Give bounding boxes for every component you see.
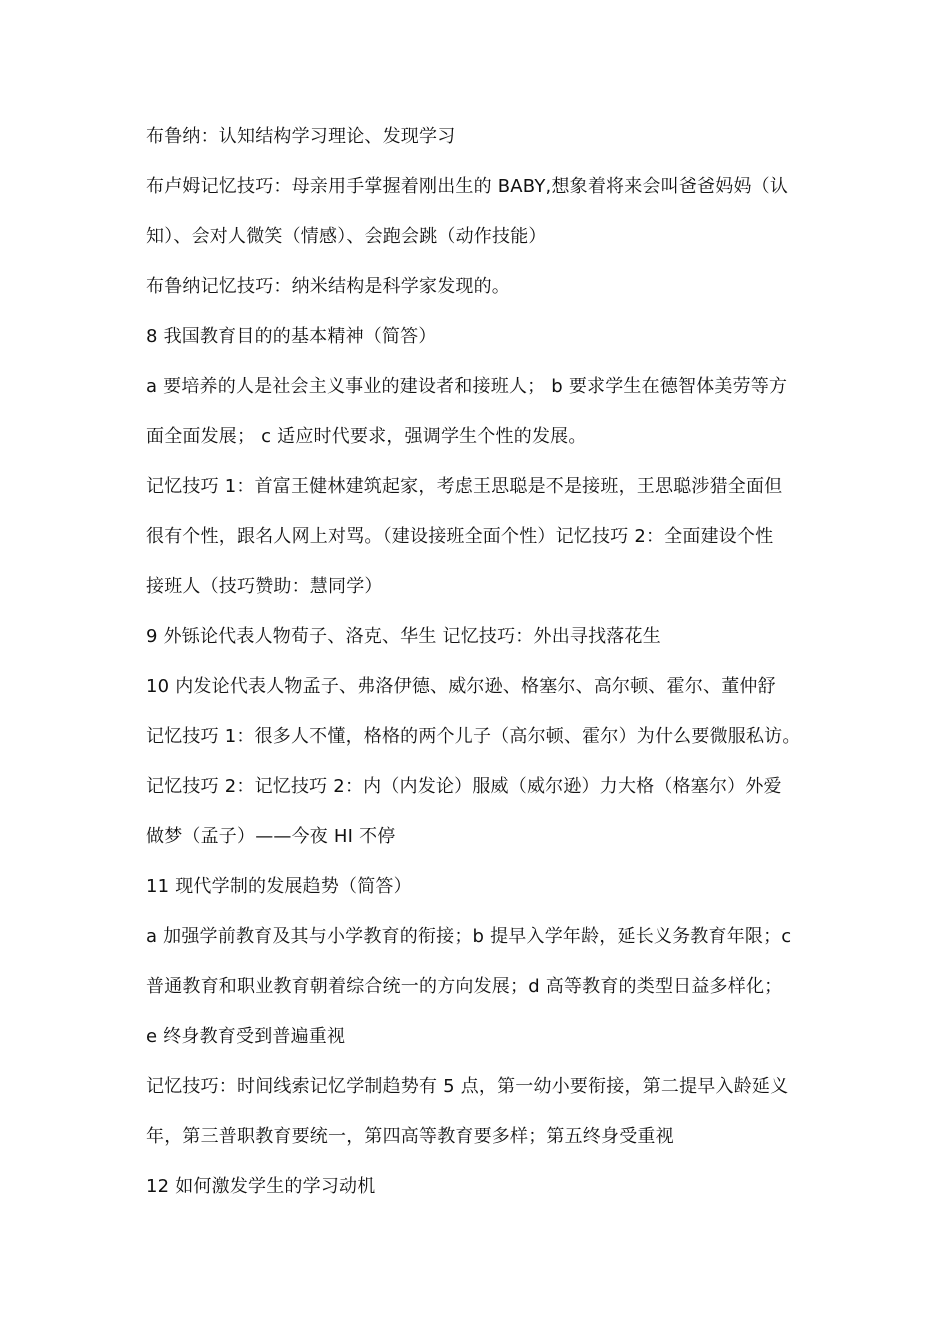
text-line: 记忆技巧：时间线索记忆学制趋势有 5 点，第一幼小要衔接，第二提早入龄延义 xyxy=(146,1076,789,1097)
text-line: 做梦（孟子）——今夜 HI 不停 xyxy=(146,826,396,847)
section-heading: 12 如何激发学生的学习动机 xyxy=(146,1176,376,1197)
text-line: 接班人（技巧赞助：慧同学） xyxy=(146,576,383,597)
section-heading: 8 我国教育目的的基本精神（简答） xyxy=(146,326,437,347)
text-line: 很有个性，跟名人网上对骂。（建设接班全面个性）记忆技巧 2：全面建设个性 xyxy=(146,526,774,547)
text-line: 布鲁纳：认知结构学习理论、发现学习 xyxy=(146,126,456,147)
section-heading: 9 外铄论代表人物荀子、洛克、华生 记忆技巧：外出寻找落花生 xyxy=(146,626,661,647)
text-line: 普通教育和职业教育朝着综合统一的方向发展；d 高等教育的类型日益多样化； xyxy=(146,976,783,997)
text-line: a 加强学前教育及其与小学教育的衔接；b 提早入学年龄，延长义务教育年限；c xyxy=(146,926,792,947)
text-line: 年，第三普职教育要统一，第四高等教育要多样；第五终身受重视 xyxy=(146,1126,674,1147)
text-line: 记忆技巧 1：首富王健林建筑起家，考虑王思聪是不是接班，王思聪涉猎全面但 xyxy=(146,476,783,497)
section-heading: 10 内发论代表人物孟子、弗洛伊德、威尔逊、格塞尔、高尔顿、霍尔、董仲舒 xyxy=(146,676,776,697)
text-line: 记忆技巧 2：记忆技巧 2：内（内发论）服威（威尔逊）力大格（格塞尔）外爱 xyxy=(146,776,782,797)
text-line: 记忆技巧 1：很多人不懂，格格的两个儿子（高尔顿、霍尔）为什么要微服私访。 xyxy=(146,726,801,747)
text-line: 面全面发展； c 适应时代要求，强调学生个性的发展。 xyxy=(146,426,587,447)
text-line: 知）、会对人微笑（情感）、会跑会跳（动作技能） xyxy=(146,226,547,247)
text-line: 布卢姆记忆技巧：母亲用手掌握着刚出生的 BABY,想象着将来会叫爸爸妈妈（认 xyxy=(146,176,789,197)
text-line: e 终身教育受到普遍重视 xyxy=(146,1026,346,1047)
text-line: a 要培养的人是社会主义事业的建设者和接班人； b 要求学生在德智体美劳等方 xyxy=(146,376,788,397)
section-heading: 11 现代学制的发展趋势（简答） xyxy=(146,876,412,897)
text-line: 布鲁纳记忆技巧：纳米结构是科学家发现的。 xyxy=(146,276,510,297)
